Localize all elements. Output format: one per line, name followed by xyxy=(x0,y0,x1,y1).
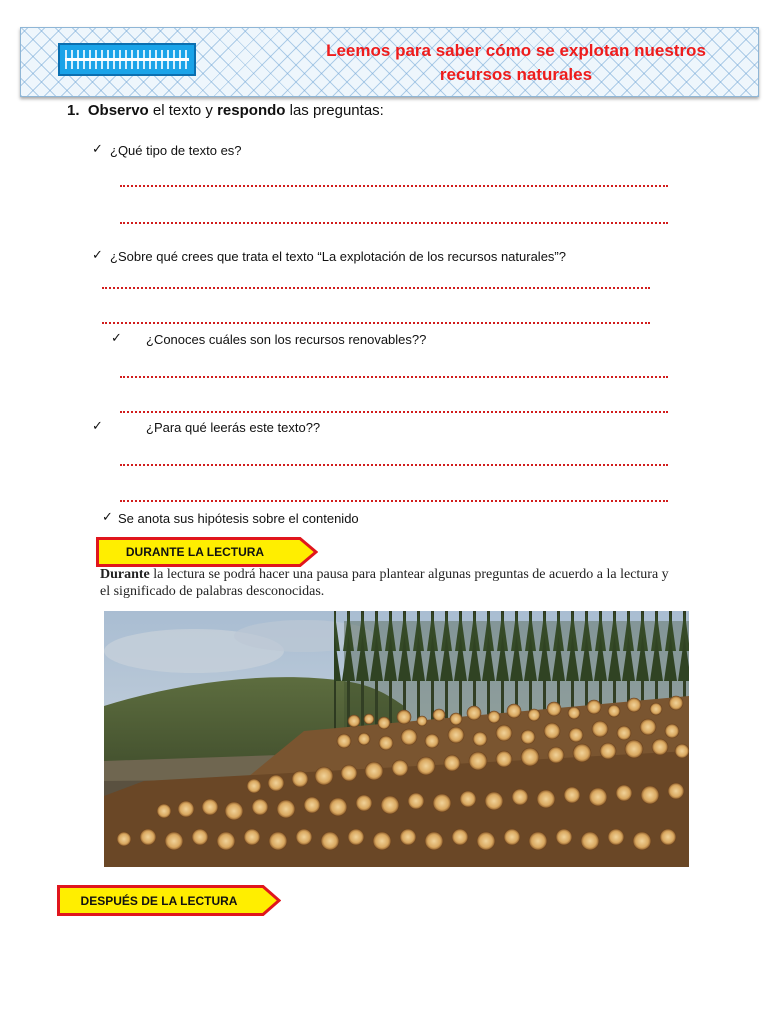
logging-photo xyxy=(104,611,689,867)
answer-line[interactable] xyxy=(120,464,668,466)
section-despues-text: DESPUÉS DE LA LECTURA xyxy=(80,894,238,908)
heading-mid: el texto y xyxy=(148,102,218,119)
check-icon: ✓ xyxy=(92,141,103,156)
question-1: ¿Qué tipo de texto es? xyxy=(110,143,242,158)
answer-line[interactable] xyxy=(102,322,650,324)
answer-line[interactable] xyxy=(102,287,650,289)
paragraph-rest: la lectura se podrá hacer una pausa para plantear algunas preguntas de acuerdo a la lectura y el significado de palabras desconocidas. xyxy=(100,567,669,599)
section-durante-text: DURANTE LA LECTURA xyxy=(125,545,265,559)
answer-line[interactable] xyxy=(120,500,668,502)
answer-line[interactable] xyxy=(120,376,668,378)
question-heading xyxy=(67,102,384,119)
question-number: 1. xyxy=(67,102,80,119)
check-icon: ✓ xyxy=(92,247,103,262)
bold-respondo: respondo xyxy=(217,102,286,119)
bold-observo: Observo xyxy=(87,102,149,119)
header-banner xyxy=(20,27,759,97)
hypothesis-note: Se anota sus hipótesis sobre el contenido xyxy=(118,511,359,526)
question-3: ¿Conoces cuáles son los recursos renovables?? xyxy=(146,332,427,347)
heading-tail: las preguntas: xyxy=(285,102,384,119)
durante-paragraph xyxy=(100,566,680,600)
answer-line[interactable] xyxy=(120,411,668,413)
check-icon: ✓ xyxy=(92,418,103,433)
title-line-1: Leemos para saber cómo se explotan nuestros xyxy=(326,41,706,60)
forest-logs-image xyxy=(104,611,689,867)
question-2: ¿Sobre qué crees que trata el texto “La explotación de los recursos naturales”? xyxy=(110,249,566,264)
section-durante-label xyxy=(96,537,318,567)
answer-line[interactable] xyxy=(120,222,668,224)
question-4: ¿Para qué leerás este texto?? xyxy=(146,420,321,435)
paragraph-bold: Durante xyxy=(100,567,150,582)
title-line-2: recursos naturales xyxy=(439,65,593,84)
check-icon: ✓ xyxy=(102,509,113,524)
answer-line[interactable] xyxy=(120,185,668,187)
section-despues-label xyxy=(57,885,281,916)
check-icon: ✓ xyxy=(111,330,122,345)
decorative-badge xyxy=(58,43,196,76)
page-title xyxy=(301,39,731,87)
